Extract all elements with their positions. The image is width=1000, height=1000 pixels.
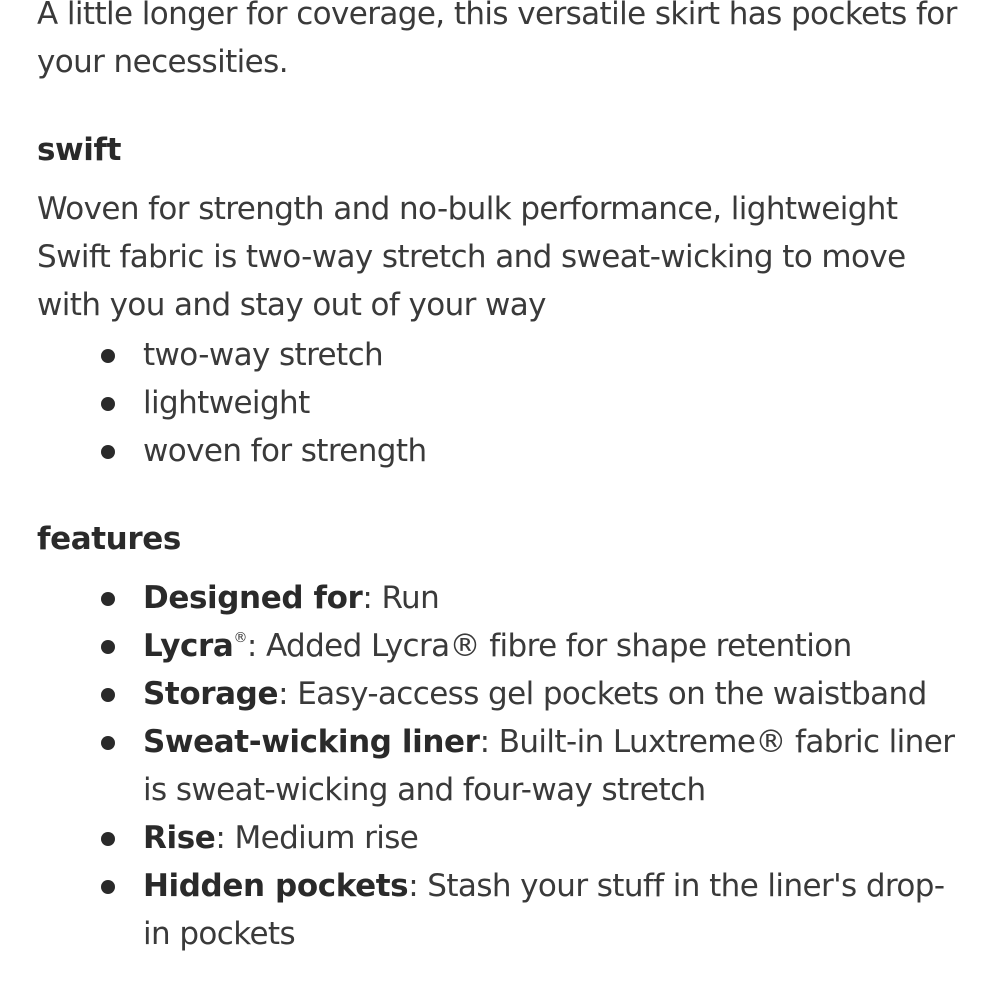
bullet-icon	[101, 397, 115, 411]
feature-separator: :	[246, 628, 266, 664]
features-heading: features	[37, 521, 181, 557]
feature-detail: Added Lycra® fibre for shape retention	[265, 628, 852, 664]
feature-term: Lycra	[143, 628, 234, 664]
feature-term: Storage	[143, 676, 279, 712]
feature-separator: :	[408, 868, 428, 904]
swift-bullet-list	[0, 331, 963, 475]
list-item	[0, 379, 963, 427]
bullet-icon	[101, 688, 115, 702]
registered-mark: ®	[233, 629, 247, 646]
feature-item-rise	[0, 814, 963, 862]
bullet-icon	[101, 349, 115, 363]
bullet-icon	[101, 445, 115, 459]
feature-separator: :	[215, 820, 235, 856]
feature-detail: Medium rise	[234, 820, 419, 856]
feature-separator: :	[278, 676, 298, 712]
feature-item-designed-for	[0, 574, 963, 622]
list-item	[0, 427, 963, 475]
swift-description: Woven for strength and no-bulk performance, lightweight Swift fabric is two-way stretch and sweat-wicking to move with you and stay out of your way	[37, 191, 906, 323]
swift-bullet-text: lightweight	[143, 385, 310, 421]
bullet-icon	[101, 832, 115, 846]
feature-separator: :	[479, 724, 499, 760]
feature-term: Designed for	[143, 580, 363, 616]
swift-heading: swift	[37, 132, 122, 168]
feature-item-sweat-wicking-liner	[0, 718, 963, 814]
list-item	[0, 331, 963, 379]
feature-detail: Easy-access gel pockets on the waistband	[297, 676, 927, 712]
feature-detail: Stash your stuff in the liner's drop-in pockets	[143, 868, 945, 952]
feature-term: Hidden pockets	[143, 868, 409, 904]
swift-bullet-text: woven for strength	[143, 433, 427, 469]
bullet-icon	[101, 592, 115, 606]
features-list	[0, 574, 1000, 958]
bullet-icon	[101, 736, 115, 750]
feature-detail: Run	[381, 580, 440, 616]
feature-term: Rise	[143, 820, 216, 856]
bullet-icon	[101, 640, 115, 654]
bullet-icon	[101, 880, 115, 894]
feature-item-lycra	[0, 622, 963, 670]
feature-item-storage	[0, 670, 963, 718]
swift-bullet-text: two-way stretch	[143, 337, 384, 373]
feature-detail: Built-in Luxtreme® fabric liner is sweat-wicking and four-way stretch	[143, 724, 955, 808]
feature-separator: :	[362, 580, 382, 616]
intro-text: A little longer for coverage, this versatile skirt has pockets for your necessities.	[37, 0, 957, 80]
feature-item-hidden-pockets	[0, 862, 963, 958]
feature-term: Sweat-wicking liner	[143, 724, 480, 760]
